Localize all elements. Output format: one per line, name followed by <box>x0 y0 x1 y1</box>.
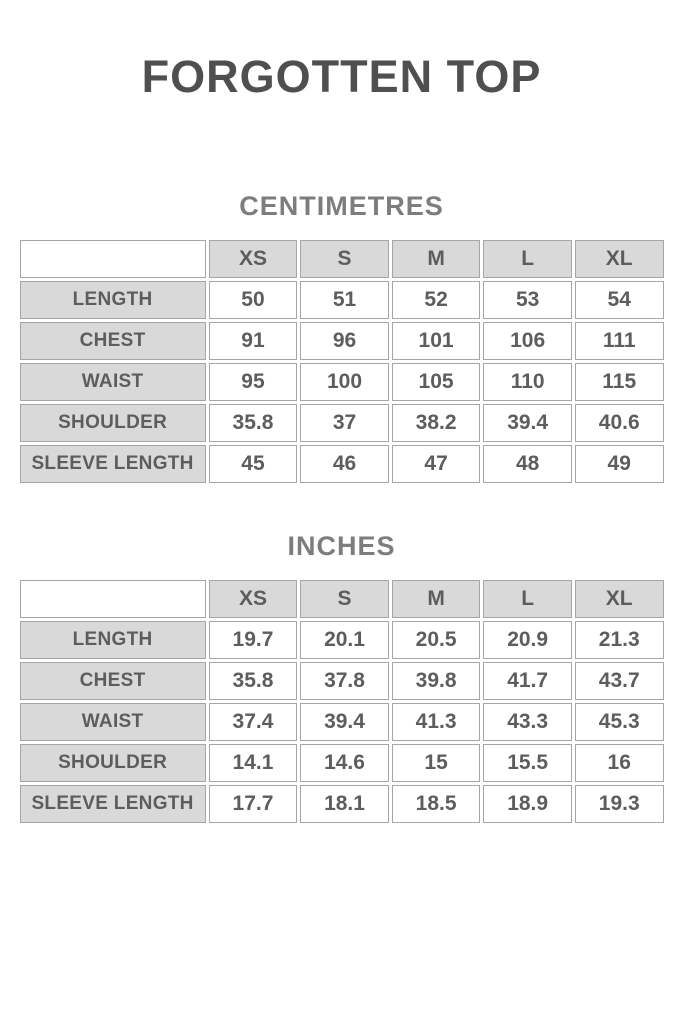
size-table-inches <box>17 577 667 826</box>
column-header-xs: XS <box>209 240 298 278</box>
column-header-m: M <box>392 580 481 618</box>
size-value-cell: 35.8 <box>209 404 298 442</box>
size-value-cell: 100 <box>300 363 389 401</box>
size-value-cell: 20.5 <box>392 621 481 659</box>
size-value-cell: 15 <box>392 744 481 782</box>
size-value-cell: 43.3 <box>483 703 572 741</box>
size-value-cell: 110 <box>483 363 572 401</box>
row-label: SLEEVE LENGTH <box>20 445 206 483</box>
table-row-sleeve-length <box>20 785 664 823</box>
table-row-waist <box>20 363 664 401</box>
size-value-cell: 18.1 <box>300 785 389 823</box>
column-header-s: S <box>300 240 389 278</box>
row-label: LENGTH <box>20 281 206 319</box>
table-row-sleeve-length <box>20 445 664 483</box>
size-value-cell: 43.7 <box>575 662 664 700</box>
column-header-m: M <box>392 240 481 278</box>
corner-empty-cell <box>20 240 206 278</box>
size-value-cell: 21.3 <box>575 621 664 659</box>
column-header-l: L <box>483 580 572 618</box>
size-value-cell: 15.5 <box>483 744 572 782</box>
table-row-shoulder <box>20 744 664 782</box>
table-header-row <box>20 240 664 278</box>
size-value-cell: 96 <box>300 322 389 360</box>
size-value-cell: 52 <box>392 281 481 319</box>
row-label: SLEEVE LENGTH <box>20 785 206 823</box>
size-value-cell: 17.7 <box>209 785 298 823</box>
table-header-row <box>20 580 664 618</box>
size-value-cell: 45 <box>209 445 298 483</box>
corner-empty-cell <box>20 580 206 618</box>
size-value-cell: 40.6 <box>575 404 664 442</box>
size-value-cell: 38.2 <box>392 404 481 442</box>
size-value-cell: 16 <box>575 744 664 782</box>
size-value-cell: 18.9 <box>483 785 572 823</box>
table-row-waist <box>20 703 664 741</box>
size-value-cell: 47 <box>392 445 481 483</box>
size-value-cell: 39.8 <box>392 662 481 700</box>
row-label: CHEST <box>20 662 206 700</box>
size-value-cell: 14.1 <box>209 744 298 782</box>
size-value-cell: 45.3 <box>575 703 664 741</box>
row-label: CHEST <box>20 322 206 360</box>
size-value-cell: 51 <box>300 281 389 319</box>
size-value-cell: 48 <box>483 445 572 483</box>
size-value-cell: 115 <box>575 363 664 401</box>
size-value-cell: 53 <box>483 281 572 319</box>
table-row-shoulder <box>20 404 664 442</box>
size-value-cell: 49 <box>575 445 664 483</box>
column-header-s: S <box>300 580 389 618</box>
size-value-cell: 111 <box>575 322 664 360</box>
section-centimetres <box>0 193 683 486</box>
size-value-cell: 20.9 <box>483 621 572 659</box>
size-value-cell: 18.5 <box>392 785 481 823</box>
size-value-cell: 91 <box>209 322 298 360</box>
size-value-cell: 106 <box>483 322 572 360</box>
table-row-chest <box>20 662 664 700</box>
size-value-cell: 105 <box>392 363 481 401</box>
size-value-cell: 20.1 <box>300 621 389 659</box>
size-table-centimetres <box>17 237 667 486</box>
column-header-xl: XL <box>575 580 664 618</box>
size-value-cell: 46 <box>300 445 389 483</box>
row-label: WAIST <box>20 363 206 401</box>
row-label: SHOULDER <box>20 404 206 442</box>
size-value-cell: 37 <box>300 404 389 442</box>
size-value-cell: 37.4 <box>209 703 298 741</box>
page-title: FORGOTTEN TOP <box>141 51 542 102</box>
table-row-length <box>20 621 664 659</box>
column-header-xs: XS <box>209 580 298 618</box>
size-value-cell: 39.4 <box>300 703 389 741</box>
size-value-cell: 54 <box>575 281 664 319</box>
table-row-length <box>20 281 664 319</box>
column-header-xl: XL <box>575 240 664 278</box>
size-value-cell: 35.8 <box>209 662 298 700</box>
column-header-l: L <box>483 240 572 278</box>
row-label: LENGTH <box>20 621 206 659</box>
size-value-cell: 19.3 <box>575 785 664 823</box>
row-label: SHOULDER <box>20 744 206 782</box>
size-value-cell: 101 <box>392 322 481 360</box>
size-value-cell: 50 <box>209 281 298 319</box>
size-value-cell: 95 <box>209 363 298 401</box>
row-label: WAIST <box>20 703 206 741</box>
table-row-chest <box>20 322 664 360</box>
section-inches <box>0 533 683 826</box>
size-value-cell: 39.4 <box>483 404 572 442</box>
size-value-cell: 41.7 <box>483 662 572 700</box>
size-value-cell: 37.8 <box>300 662 389 700</box>
size-value-cell: 41.3 <box>392 703 481 741</box>
size-value-cell: 19.7 <box>209 621 298 659</box>
section-heading-centimetres: CENTIMETRES <box>239 191 444 221</box>
section-heading-inches: INCHES <box>287 531 396 561</box>
size-value-cell: 14.6 <box>300 744 389 782</box>
